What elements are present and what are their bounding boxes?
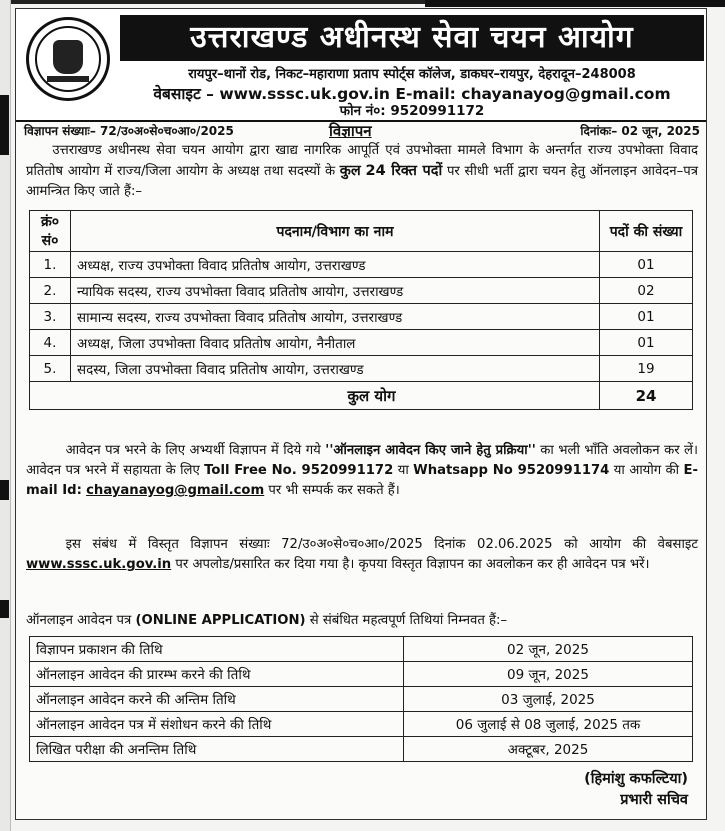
instructions-paragraph: आवेदन पत्र भरने के लिए अभ्यर्थी विज्ञापन में दिये गये ''ऑनलाइन आवेदन किए जाने हेतु प्रक्रिया'' का भली भाँति अवलोकन कर लें। आवेदन पत्र भरने में सहायता के लिए Toll Free No. 9520991172 या Whatsapp No 9520991174 या आयोग की E-mail Id: chayanayog@gmail.com पर भी सम्पर्क कर सकते हैं। — [26, 443, 698, 498]
serial-header: क्रं० सं० — [30, 211, 71, 252]
notice-date: दिनांकः– 02 जून, 2025 — [580, 124, 700, 138]
phone-line — [120, 101, 704, 119]
post-name-header: पदनाम/विभाग का नाम — [71, 211, 600, 252]
whatsapp-number: Whatsapp No 9520991174 — [413, 463, 610, 478]
signature-block — [584, 769, 688, 811]
organization-title: उत्तराखण्ड अधीनस्थ सेवा चयन आयोग — [120, 15, 704, 61]
intro-paragraph: उत्तराखण्ड अधीनस्थ सेवा चयन आयोग द्वारा खाद्य नागरिक आपूर्ति एवं उपभोक्ता मामले विभाग के अन्तर्गत राज्य उपभोक्ता विवाद प्रतितोष आयोग में राज्य/जिला आयोग के अध्यक्ष तथा सदस्यों के कुल 24 रिक्त पदों पर सीधी भर्ती द्वारा चयन हेतु ऑनलाइन आवेदन–पत्र आमन्त्रित किए जाते हैं:– — [26, 143, 698, 199]
website-link-inline[interactable]: www.sssc.uk.gov.in — [26, 557, 172, 572]
table-row: विज्ञापन प्रकाशन की तिथि 02 जून, 2025 — [30, 637, 693, 662]
signatory-name: (हिमांशु कफल्टिया) — [584, 771, 688, 787]
posts-total-row — [30, 382, 693, 410]
total-value: 24 — [600, 382, 693, 410]
phone-number: 9520991172 — [390, 103, 485, 119]
posts-table — [29, 210, 693, 410]
toll-free-number: Toll Free No. 9520991172 — [204, 463, 394, 478]
notice-heading: विज्ञापन — [329, 122, 372, 140]
advertisement-number: विज्ञापन संख्याः– 72/उ०अ०से०च०आ०/2025 — [24, 124, 234, 138]
table-row: ऑनलाइन आवेदन की प्रारम्भ करने की तिथि 09 जून, 2025 — [30, 662, 693, 687]
page-top-border-thick — [425, 0, 725, 7]
table-row: 1. अध्यक्ष, राज्य उपभोक्ता विवाद प्रतितोष आयोग, उत्तराखण्ड 01 — [30, 252, 693, 278]
advertisement-notice — [15, 8, 707, 820]
adjacent-column-edge — [0, 0, 11, 831]
phone-label: फोन नं०: — [339, 103, 386, 119]
notice-header — [16, 9, 706, 122]
email-link[interactable]: chayanayog@gmail.com — [461, 85, 671, 103]
important-dates-table — [29, 636, 693, 762]
notice-meta-row — [24, 122, 700, 140]
signatory-designation: प्रभारी सचिव — [620, 792, 688, 808]
table-row: ऑनलाइन आवेदन करने की अन्तिम तिथि 03 जुलाई, 2025 — [30, 687, 693, 712]
dates-intro-line: ऑनलाइन आवेदन पत्र (ONLINE APPLICATION) से संबंधित महत्वपूर्ण तिथियां निम्नवत हैं:– — [26, 613, 508, 628]
organization-address: रायपुर–थानों रोड, निकट–महाराणा प्रताप स्पोर्ट्स कॉलेज, डाकघर–रायपुर, देहरादून–248008 — [188, 67, 636, 82]
commission-seal-logo — [26, 17, 110, 101]
email-label: E-mail: — [395, 85, 456, 103]
table-row: 3. सामान्य सदस्य, राज्य उपभोक्ता विवाद प्रतितोष आयोग, उत्तराखण्ड 01 — [30, 304, 693, 330]
table-row: 5. सदस्य, जिला उपभोक्ता विवाद प्रतितोष आयोग, उत्तराखण्ड 19 — [30, 356, 693, 382]
total-label: कुल योग — [30, 382, 600, 410]
post-count-header: पदों की संख्या — [600, 211, 693, 252]
posts-table-header — [30, 211, 693, 252]
contact-email-link[interactable]: chayanayog@gmail.com — [86, 483, 265, 498]
table-row: लिखित परीक्षा की अनन्तिम तिथि अक्टूबर, 2025 — [30, 737, 693, 762]
table-row: 2. न्यायिक सदस्य, राज्य उपभोक्ता विवाद प्रतितोष आयोग, उत्तराखण्ड 02 — [30, 278, 693, 304]
detailed-ad-paragraph: इस संबंध में विस्तृत विज्ञापन संख्याः 72/उ०अ०से०च०आ०/2025 दिनांक 02.06.2025 को आयोग की वेबसाइट www.sssc.uk.gov.in पर अपलोड/प्रसारित कर दिया गया है। कृपया विस्तृत विज्ञापन का अवलोकन कर ही आवेदन पत्र भरें। — [26, 537, 698, 572]
website-link[interactable]: www.sssc.uk.gov.in — [219, 85, 390, 103]
website-label: वेबसाइट – — [153, 85, 214, 103]
table-row: ऑनलाइन आवेदन पत्र में संशोधन करने की तिथि 06 जुलाई से 08 जुलाई, 2025 तक — [30, 712, 693, 737]
table-row: 4. अध्यक्ष, जिला उपभोक्ता विवाद प्रतितोष आयोग, नैनीताल 01 — [30, 330, 693, 356]
